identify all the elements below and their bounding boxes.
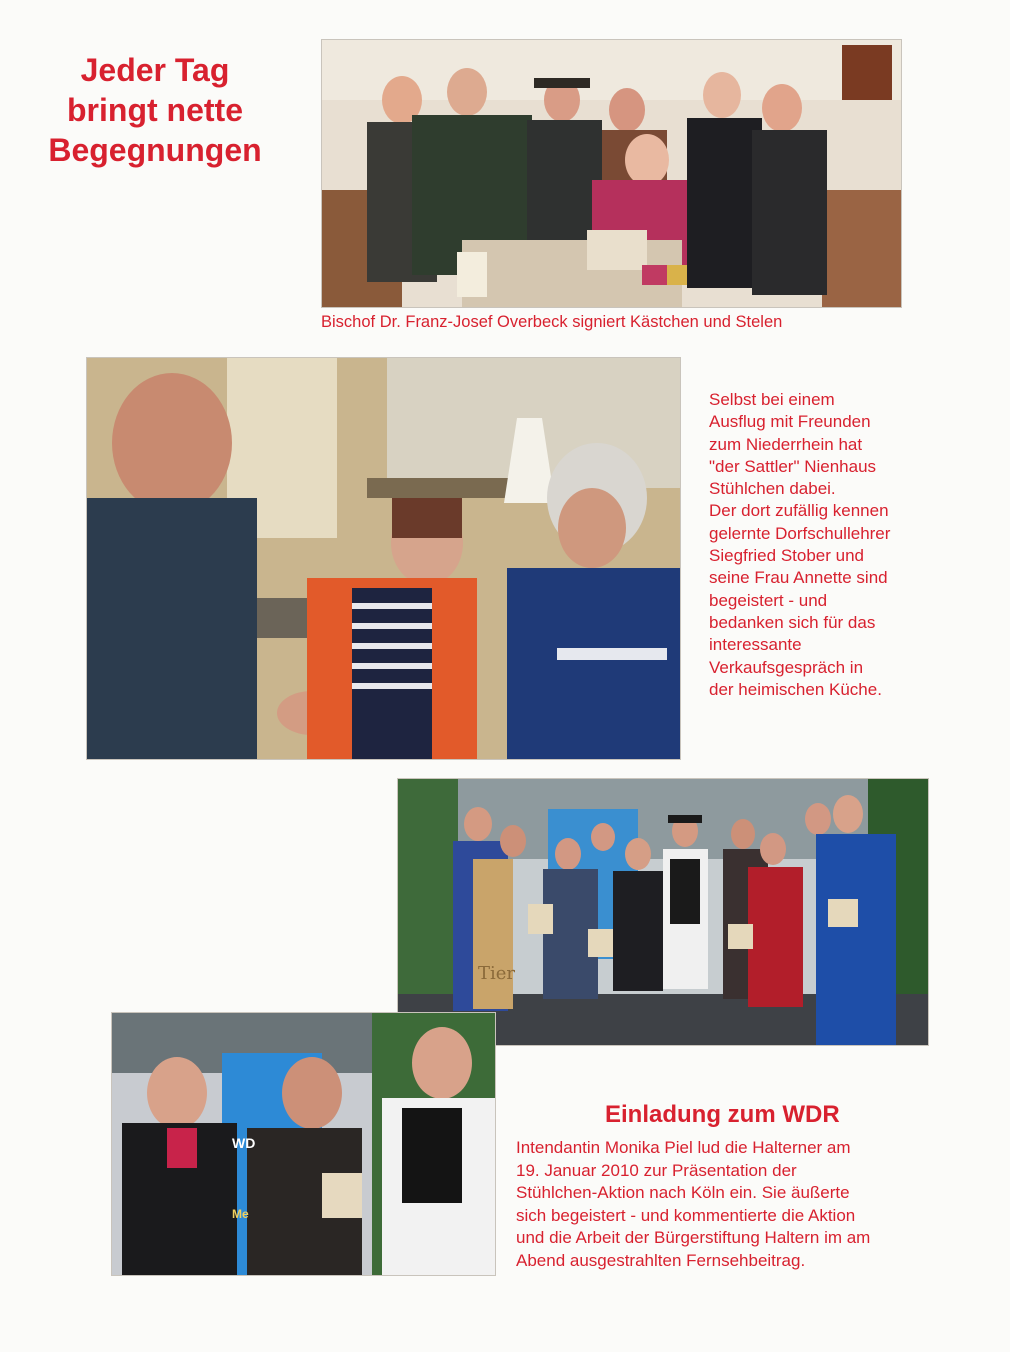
headline-line-2: bringt nette (67, 92, 243, 128)
text-line: "der Sattler" Nienhaus (709, 456, 877, 476)
page-headline (30, 50, 280, 170)
text-line: begeistert - und (709, 590, 828, 610)
text-line: bedanken sich für das (709, 612, 876, 632)
wdr-section-title: Einladung zum WDR (605, 1101, 840, 1128)
wdr-section-text (516, 1137, 976, 1273)
text-line: der heimischen Küche. (709, 679, 882, 699)
text-line: Siegfried Stober und (709, 546, 864, 566)
headline-line-3: Begegnungen (48, 132, 262, 168)
photo-bishop-signing (321, 39, 902, 308)
apron-text: Tier (478, 963, 516, 984)
text-line: Abend ausgestrahlten Fernsehbeitrag. (516, 1250, 806, 1270)
photo-wdr-trio (111, 1012, 496, 1276)
text-line: Der dort zufällig kennen (709, 501, 889, 521)
photo1-caption: Bischof Dr. Franz-Josef Overbeck signiert Kästchen und Stelen (321, 313, 783, 331)
banner-text-2: Me (232, 1207, 249, 1221)
text-line: 19. Januar 2010 zur Präsentation der (516, 1160, 797, 1180)
text-line: interessante (709, 635, 802, 655)
text-line: Verkaufsgespräch in (709, 657, 864, 677)
banner-text-1: WD (232, 1135, 256, 1151)
text-line: Ausflug mit Freunden (709, 412, 871, 432)
photo-kitchen-meeting (86, 357, 681, 760)
text-line: Stühlchen dabei. (709, 479, 836, 499)
headline-line-1: Jeder Tag (80, 52, 230, 88)
text-line: sich begeistert - und kommentierte die Aktion (516, 1205, 856, 1225)
text-line: und die Arbeit der Bürgerstiftung Haltern im am (516, 1228, 871, 1248)
text-line: Selbst bei einem (709, 390, 835, 409)
photo2-description (709, 389, 954, 701)
photo-wdr-group (397, 778, 929, 1046)
text-line: gelernte Dorfschullehrer (709, 523, 891, 543)
text-line: zum Niederrhein hat (709, 434, 863, 454)
text-line: Stühlchen-Aktion nach Köln ein. Sie äußerte (516, 1183, 850, 1203)
text-line: seine Frau Annette sind (709, 568, 888, 588)
text-line: Intendantin Monika Piel lud die Halterner am (516, 1138, 851, 1157)
